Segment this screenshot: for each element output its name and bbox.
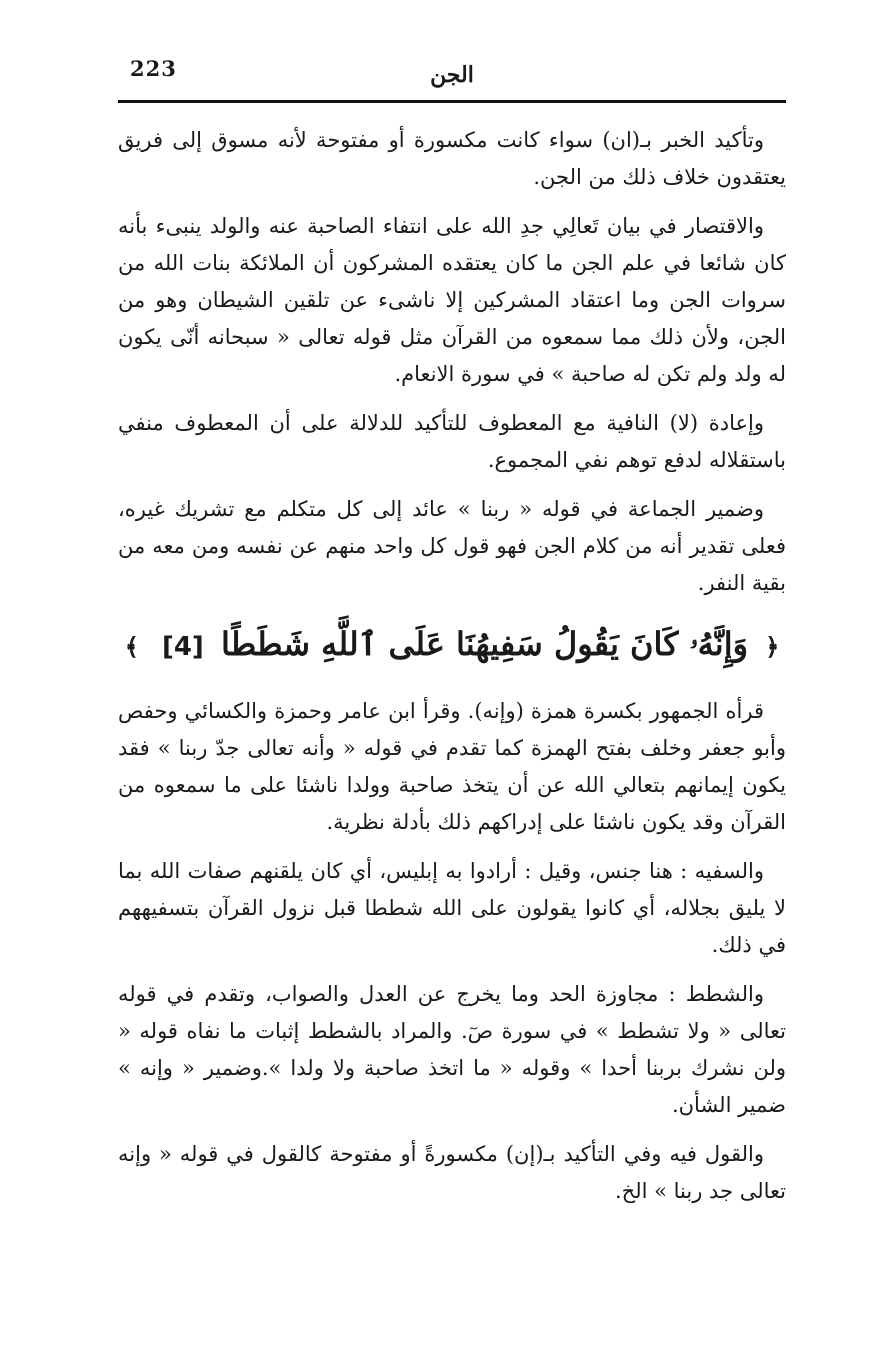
paragraph-shatat: والشطط : مجاوزة الحد وما يخرج عن العدل والصواب، وتقدم في قوله تعالى « ولا تشطط » في سورة صٓ. والمراد بالشطط إثبات ما نفاه قوله « ولن نشرك بربنا أحدا » وقوله « ما اتخذ صاحبة ولا ولدا ».وضمير « وإنه » ضمير الشأن. — [118, 982, 786, 1117]
page-body — [118, 122, 786, 1222]
page-header — [118, 50, 786, 98]
paragraph-safih: والسفيه : هنا جنس، وقيل : أرادوا به إبليس، أي كان يلقنهم صفات الله بما لا يليق بجلاله، أي كانوا يقولون على الله شططا قبل نزول القرآن بتسفيههم في ذلك. — [118, 859, 786, 957]
verse-text: وَإِنَّهُۥ كَانَ يَقُولُ سَفِيهُنَا عَلَى ٱللَّهِ شَطَطًا — [220, 625, 749, 663]
paragraph-emphasis-khabar: وتأكيد الخبر بـ(ان) سواء كانت مكسورة أو مفتوحة لأنه مسوق إلى فريق يعتقدون خلاف ذلك من الجن. — [118, 128, 786, 189]
paragraph-la-nafiya: وإعادة (لا) النافية مع المعطوف للتأكيد للدلالة على أن المعطوف منفي باستقلاله لدفع توهم نفي المجموع. — [118, 411, 786, 472]
paragraph-iqtisar: والاقتصار في بيان تَعالِي جدِ الله على انتفاء الصاحبة عنه والولد ينبىء بأنه كان شائعا في علم الجن ما كان يعتقده المشركون أن الملائكة بنات الله من سروات الجن وما اعتقاد المشركين إلا ناشىء عن تلقين الشيطان وهو من الجن، ولأن ذلك مما سمعوه من القرآن مثل قوله تعالى « سبحانه أنّى يكون له ولد ولم تكن له صاحبة » في سورة الانعام. — [118, 214, 786, 386]
verse-open-bracket: ﴿ — [765, 631, 780, 661]
verse-number: [4] — [161, 632, 204, 662]
paragraph-qiraat: قرأه الجمهور بكسرة همزة (وإنه). وقرأ ابن عامر وحمزة والكسائي وحفص وأبو جعفر وخلف بفتح الهمزة كما تقدم في قوله « وأنه تعالى جدّ ربنا » فقد يكون إيمانهم بتعالي الله عن أن يتخذ صاحبة وولدا ناشئا على ما سمعوه من القرآن وقد يكون ناشئا على إدراكهم ذلك بأدلة نظرية. — [118, 699, 786, 834]
book-page — [118, 50, 786, 1203]
running-title: الجن — [430, 62, 474, 88]
page-number: 223 — [130, 56, 177, 81]
quran-verse — [118, 614, 786, 677]
paragraph-qawl: والقول فيه وفي التأكيد بـ(إن) مكسورةً أو مفتوحة كالقول في قوله « وإنه تعالى جد ربنا » الخ. — [118, 1142, 786, 1203]
paragraph-damir-jamaa: وضمير الجماعة في قوله « ربنا » عائد إلى كل متكلم مع تشريك غيره، فعلى تقدير أنه من كلام الجن فهو قول كل واحد منهم عن نفسه ومن معه من بقية النفر. — [118, 497, 786, 595]
verse-close-bracket: ﴾ — [124, 631, 139, 661]
header-rule — [118, 100, 786, 103]
